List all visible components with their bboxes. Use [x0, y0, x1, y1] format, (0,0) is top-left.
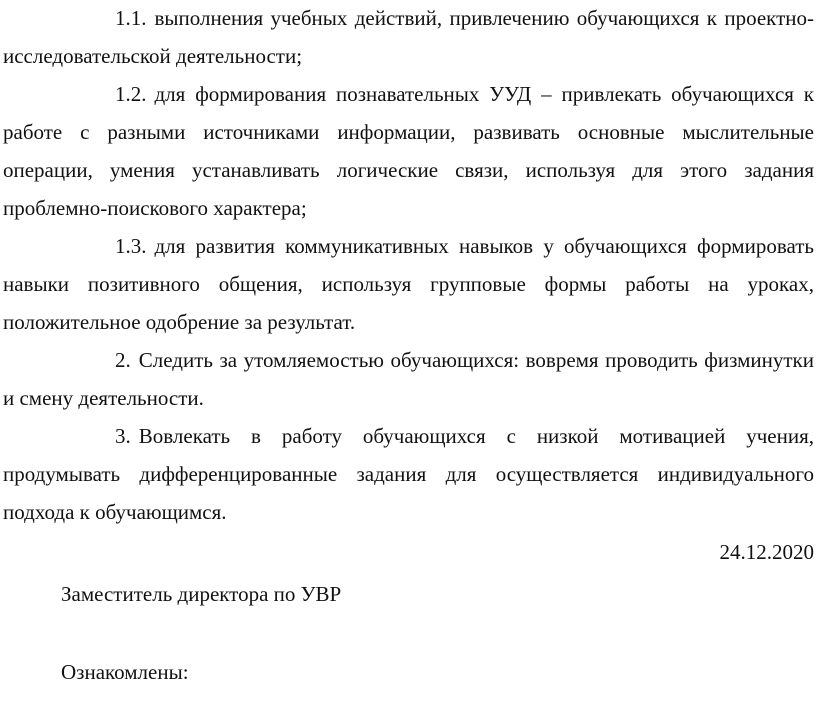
list-item-1-2 — [3, 75, 814, 227]
item-number: 1.1. — [115, 6, 147, 30]
item-text: выполнения учебных действий, привлечению обучающихся к проектно-исследовательской деятельности; — [3, 6, 814, 68]
list-item-3 — [3, 417, 814, 531]
document-date: 24.12.2020 — [719, 540, 814, 564]
item-number: 3. — [115, 424, 131, 448]
list-item-1-3 — [3, 227, 814, 341]
list-item-2 — [3, 341, 814, 417]
item-text: Следить за утомляемостью обучающихся: вовремя проводить физминутки и смену деятельности. — [3, 348, 814, 410]
signatory-position: Заместитель директора по УВР — [61, 582, 342, 606]
item-text: для формирования познавательных УУД – привлекать обучающихся к работе с разными источниками информации, развивать основные мыслительные операции, умения устанавливать логические связи, используя для этого задания проблемно-поискового характера; — [3, 82, 814, 220]
item-text: Вовлекать в работу обучающихся с низкой мотивацией учения, продумывать дифференцированные задания для осуществляется индивидуального подхода к обучающимся. — [3, 424, 814, 524]
item-number: 1.3. — [115, 234, 147, 258]
acquainted-label: Ознакомлены: — [61, 660, 189, 684]
recommendations-list — [3, 0, 814, 531]
item-number: 1.2. — [115, 82, 147, 106]
list-item-1-1 — [3, 0, 814, 75]
item-number: 2. — [115, 348, 131, 372]
item-text: для развития коммуникативных навыков у обучающихся формировать навыки позитивного общения, используя групповые формы работы на уроках, положительное одобрение за результат. — [3, 234, 814, 334]
